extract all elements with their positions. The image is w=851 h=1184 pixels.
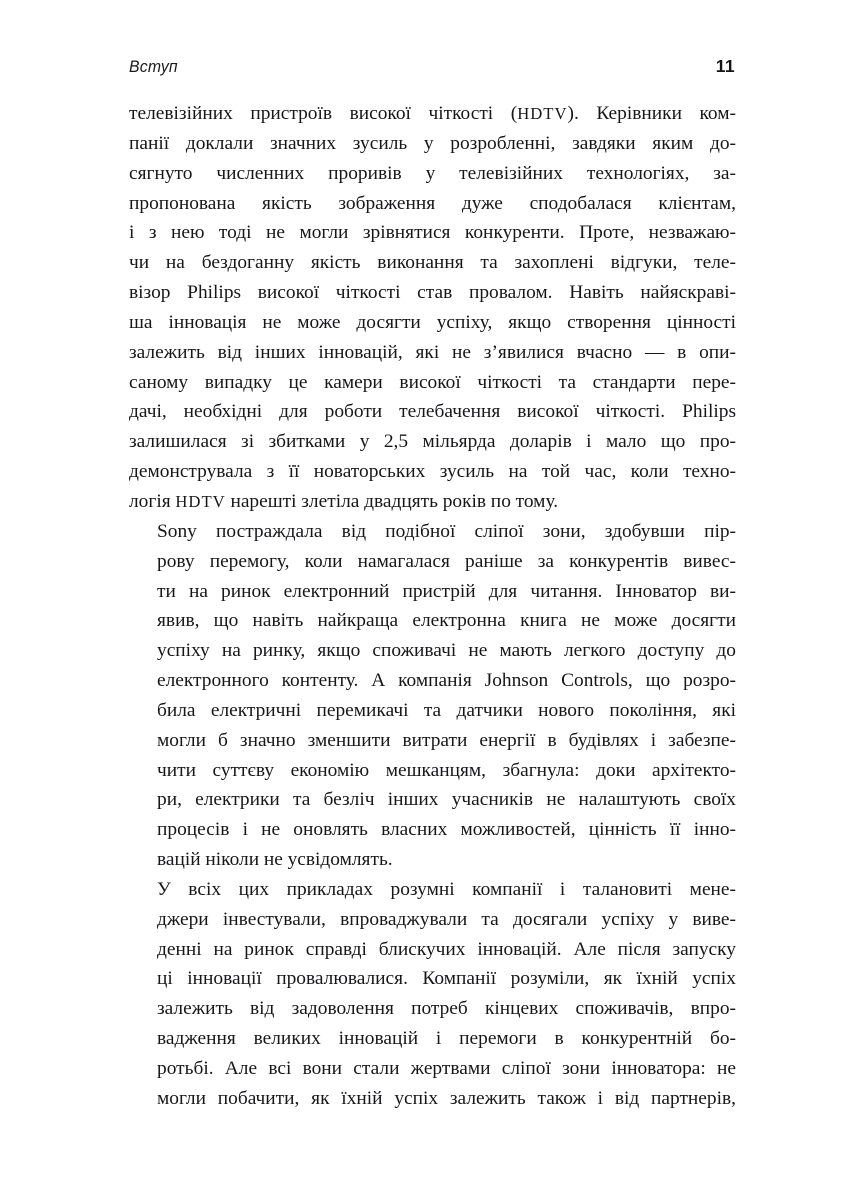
text-line: електронного контенту. А компанія Johnson Controls, що розро- <box>157 670 736 692</box>
latin-word: Philips <box>187 282 242 304</box>
text-line: залежить від задоволення потреб кінцевих споживачів, впро- <box>157 998 736 1020</box>
running-header <box>129 56 735 82</box>
latin-word: Controls <box>561 670 628 692</box>
text-line: успіху на ринку, якщо споживачі не мають легкого доступу до <box>157 640 736 662</box>
text-line: джери інвестували, впроваджували та досягали успіху у виве- <box>157 908 736 930</box>
acronym: HDTV <box>517 104 568 123</box>
text-line: чити суттєву економію мешканцям, збагнула: доки архітекто- <box>157 759 736 781</box>
text-line: ротьбі. Але всі вони стали жертвами сліпої зони інноватора: не <box>157 1058 736 1079</box>
text-line: ти на ринок електронний пристрій для читання. Інноватор ви- <box>157 580 736 602</box>
latin-word: Johnson <box>484 670 549 692</box>
text-line: ша інновація не може досягти успіху, якщо створення цінності <box>129 311 736 333</box>
text-line: Sony постраждала від подібної сліпої зони, здобувши пір- <box>157 520 736 542</box>
text-line: і з нею тоді не могли зрівнятися конкуренти. Проте, незважаю- <box>129 222 736 244</box>
text-line: залежить від інших інновацій, які не з’явилися вчасно — в опи- <box>129 341 736 363</box>
text-line: могли б значно зменшити витрати енергії в будівлях і забезпе- <box>157 729 736 751</box>
text-line: сягнуто численних проривів у телевізійних технологіях, за- <box>129 162 736 184</box>
body-text-block <box>129 99 736 1114</box>
text-line: рову перемогу, коли намагалася раніше за конкурентів вивес- <box>157 550 736 572</box>
text-line: саному випадку це камери високої чіткості та стандарти пере- <box>129 371 736 393</box>
text-line: ри, електрики та безліч інших учасників не налаштують своїх <box>157 789 736 811</box>
latin-word: Philips <box>682 401 736 423</box>
text-line: денні на ринок справді блискучих інновацій. Але після запуску <box>157 938 736 960</box>
latin-word: Sony <box>157 520 197 542</box>
text-line: била електричні перемикачі та датчики нового покоління, які <box>157 699 736 721</box>
text-line: могли побачити, як їхній успіх залежить також і від партнерів, <box>157 1087 736 1109</box>
text-line: панії доклали значних зусиль у розробленні, завдяки яким до- <box>129 132 736 154</box>
text-line: вадження великих інновацій і перемоги в конкурентній бо- <box>157 1028 736 1050</box>
text-line: демонструвала з її новаторських зусиль на той час, коли техно- <box>129 461 736 483</box>
paragraph <box>129 99 736 517</box>
page-number: 11 <box>715 56 735 76</box>
text-line: чи на бездоганну якість виконання та захоплені відгуки, теле- <box>129 252 736 274</box>
text-line: У всіх цих прикладах розумні компанії і талановиті мене- <box>157 878 736 900</box>
text-line: ці інновації провалювалися. Компанії розуміли, як їхній успіх <box>157 968 736 990</box>
text-line: візор Philips високої чіткості став провалом. Навіть найяскраві- <box>129 282 736 304</box>
text-line: телевізійних пристроїв високої чіткості (HDTV). Керівники ком- <box>129 103 736 124</box>
paragraph <box>129 517 736 875</box>
text-line: явив, що навіть найкраща електронна книга не може досягти <box>157 610 736 632</box>
text-line: пропонована якість зображення дуже сподобалася клієнтам, <box>129 192 736 214</box>
header-section-name: Вступ <box>129 57 178 76</box>
text-line: залишилася зі збитками у 2,5 мільярда доларів і мало що про- <box>129 431 736 453</box>
paragraph <box>129 875 736 1114</box>
text-line: логія HDTV нарешті злетіла двадцять років по тому. <box>129 490 559 512</box>
text-line: вацій ніколи не усвідомлять. <box>157 849 393 871</box>
text-line: процесів і не оновлять власних можливостей, цінність її інно- <box>157 819 736 841</box>
acronym: HDTV <box>175 491 226 511</box>
text-line: дачі, необхідні для роботи телебачення високої чіткості. Philips <box>129 401 736 423</box>
